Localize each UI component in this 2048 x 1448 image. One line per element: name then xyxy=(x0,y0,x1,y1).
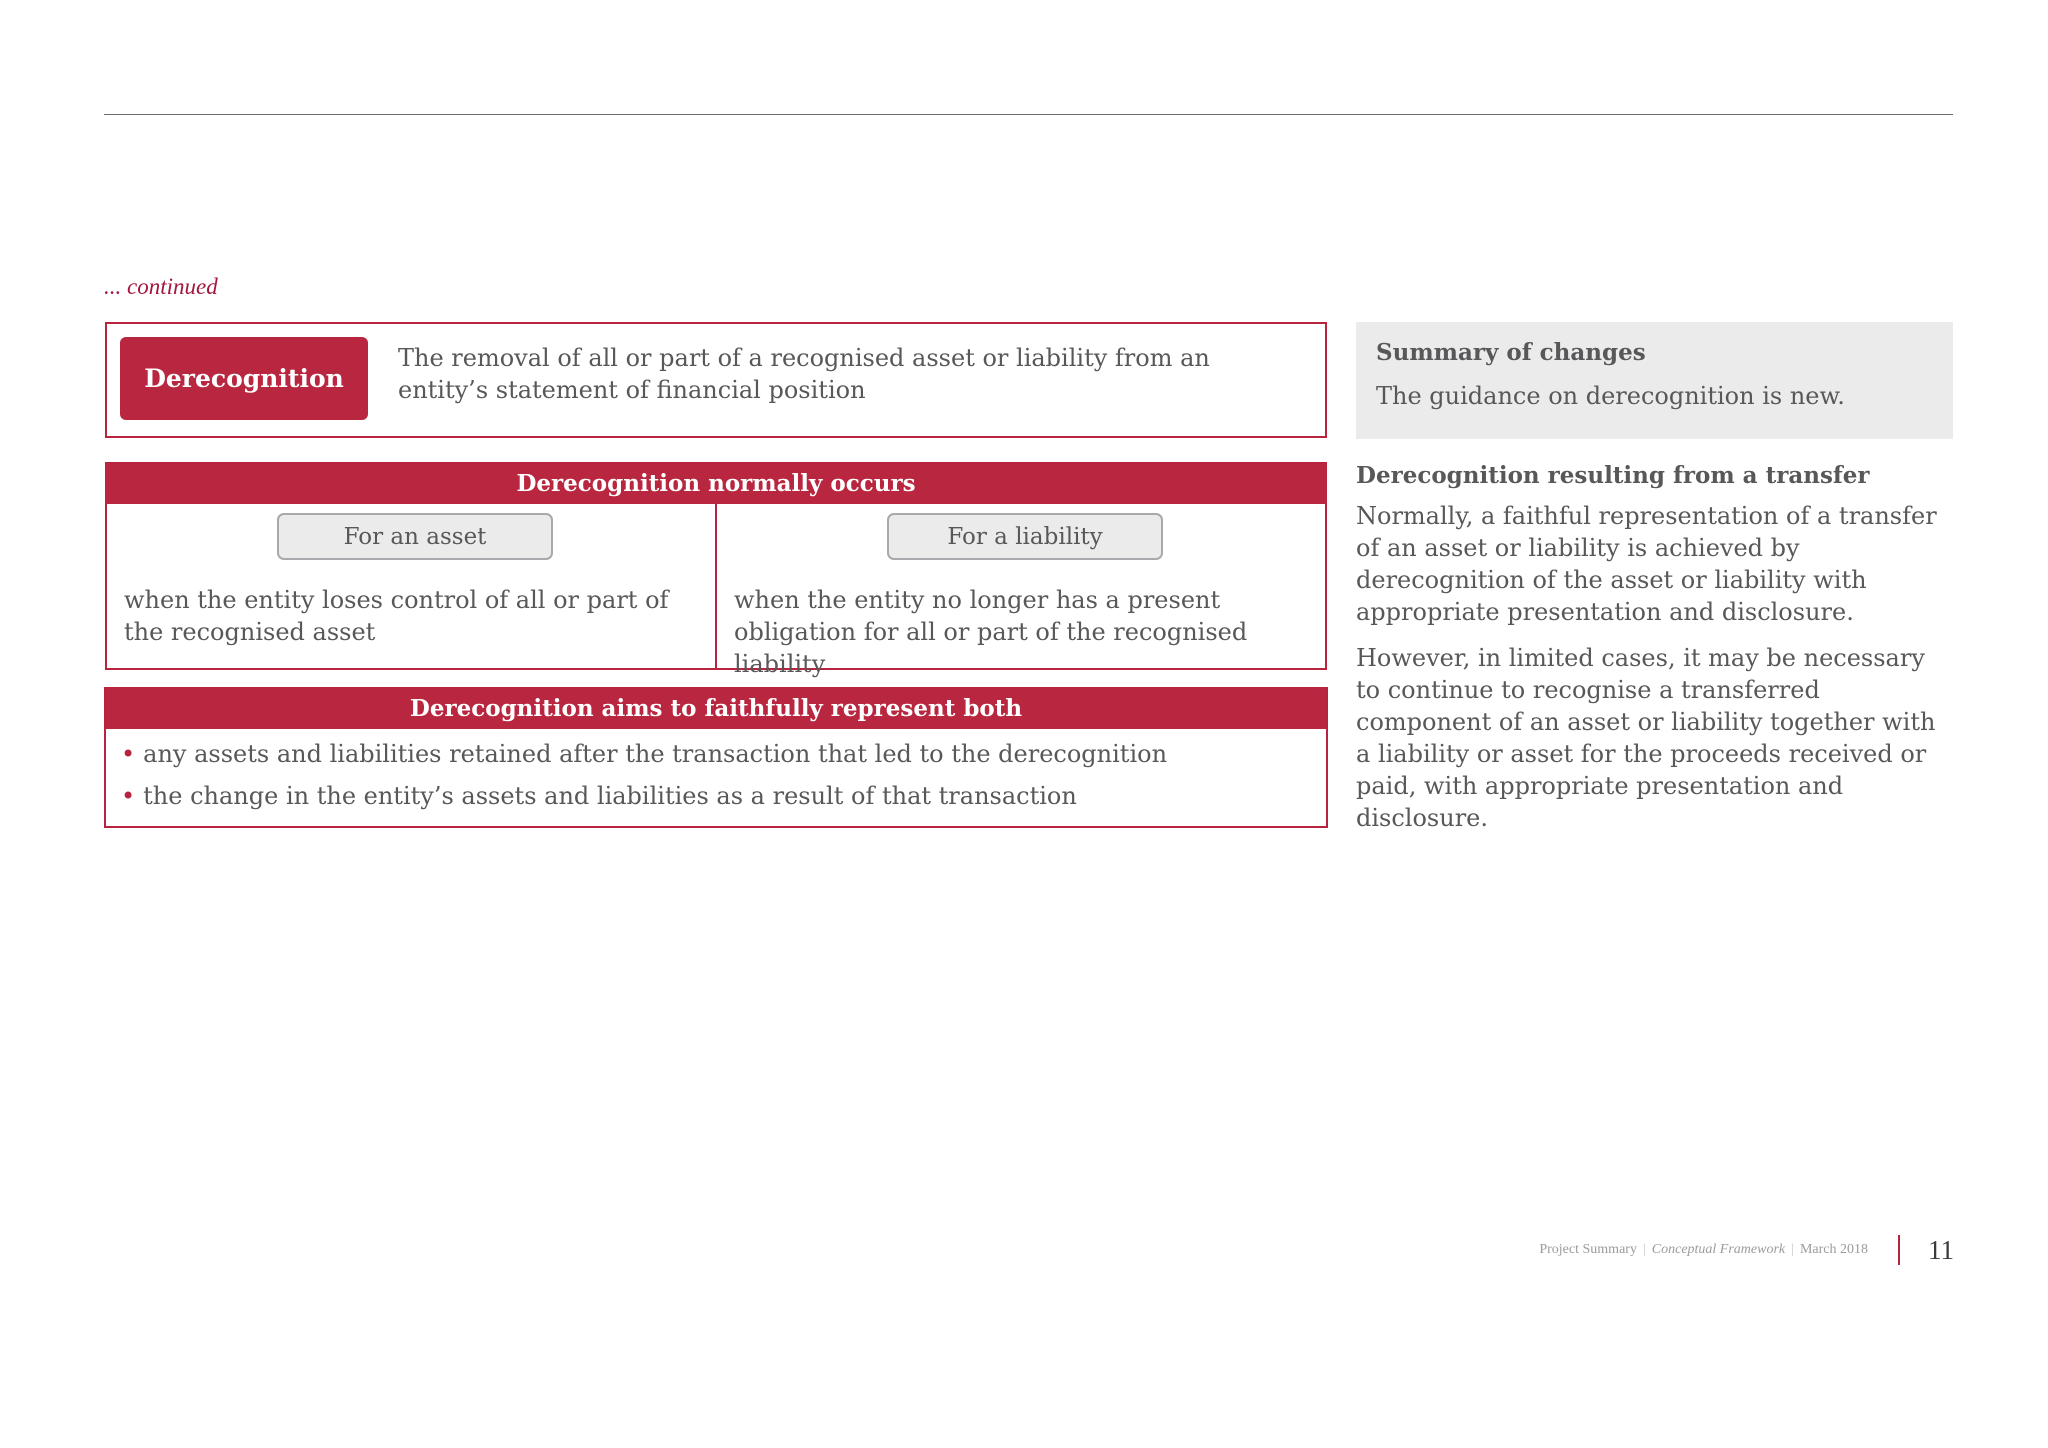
top-rule xyxy=(104,114,1953,115)
occurs-columns xyxy=(107,504,1325,678)
occurs-column-asset xyxy=(107,504,717,668)
definition-text: The removal of all or part of a recognised asset or liability from an entity’s statement of financial position xyxy=(398,344,1210,404)
occurs-column-liability xyxy=(717,504,1325,678)
transfer-title: Derecognition resulting from a transfer xyxy=(1356,462,1870,489)
transfer-paragraph: Normally, a faithful representation of a transfer of an asset or liability is achieved by derecognition of the asset or liability with appropriate presentation and disclosure. xyxy=(1356,502,1937,626)
asset-label: For an asset xyxy=(277,513,553,560)
page-number: 11 xyxy=(1928,1234,1954,1265)
aims-list xyxy=(121,738,1316,822)
list-item xyxy=(121,738,1316,770)
aims-heading: Derecognition aims to faithfully represent both xyxy=(106,689,1326,729)
continued-label: ... continued xyxy=(104,274,218,299)
liability-text: when the entity no longer has a present obligation for all or part of the recognised liability xyxy=(734,586,1248,678)
footer-project: Project Summary xyxy=(1539,1242,1637,1257)
aims-item-text: the change in the entity’s assets and liabilities as a result of that transaction xyxy=(143,782,1077,810)
asset-text: when the entity loses control of all or part of the recognised asset xyxy=(124,586,669,646)
footer-date: March 2018 xyxy=(1799,1242,1868,1257)
transfer-section xyxy=(1356,460,1956,848)
list-item xyxy=(121,780,1316,812)
summary-title: Summary of changes xyxy=(1376,339,1646,366)
bullet-icon: • xyxy=(121,740,136,768)
aims-box xyxy=(104,687,1328,828)
footer-framework: Conceptual Framework xyxy=(1651,1242,1786,1257)
footer-separator: | xyxy=(1642,1242,1646,1257)
footer-separator: | xyxy=(1791,1242,1794,1257)
page-footer xyxy=(1539,1230,1954,1270)
bullet-icon: • xyxy=(121,782,136,810)
liability-label: For a liability xyxy=(887,513,1163,560)
occurs-heading: Derecognition normally occurs xyxy=(107,464,1325,504)
footer-divider xyxy=(1898,1235,1900,1265)
footer-meta xyxy=(1539,1242,1868,1258)
aims-item-text: any assets and liabilities retained after the transaction that led to the derecognition xyxy=(143,740,1168,768)
occurs-box xyxy=(105,462,1327,678)
transfer-paragraph: However, in limited cases, it may be necessary to continue to recognise a transferred component of an asset or liability together with a liability or asset for the proceeds received or paid, with appropriate presentation and disclosure. xyxy=(1356,644,1936,832)
summary-text: The guidance on derecognition is new. xyxy=(1376,382,1845,410)
definition-term: Derecognition xyxy=(120,337,368,420)
definition-box xyxy=(105,322,1327,438)
summary-of-changes-box xyxy=(1356,322,1953,439)
